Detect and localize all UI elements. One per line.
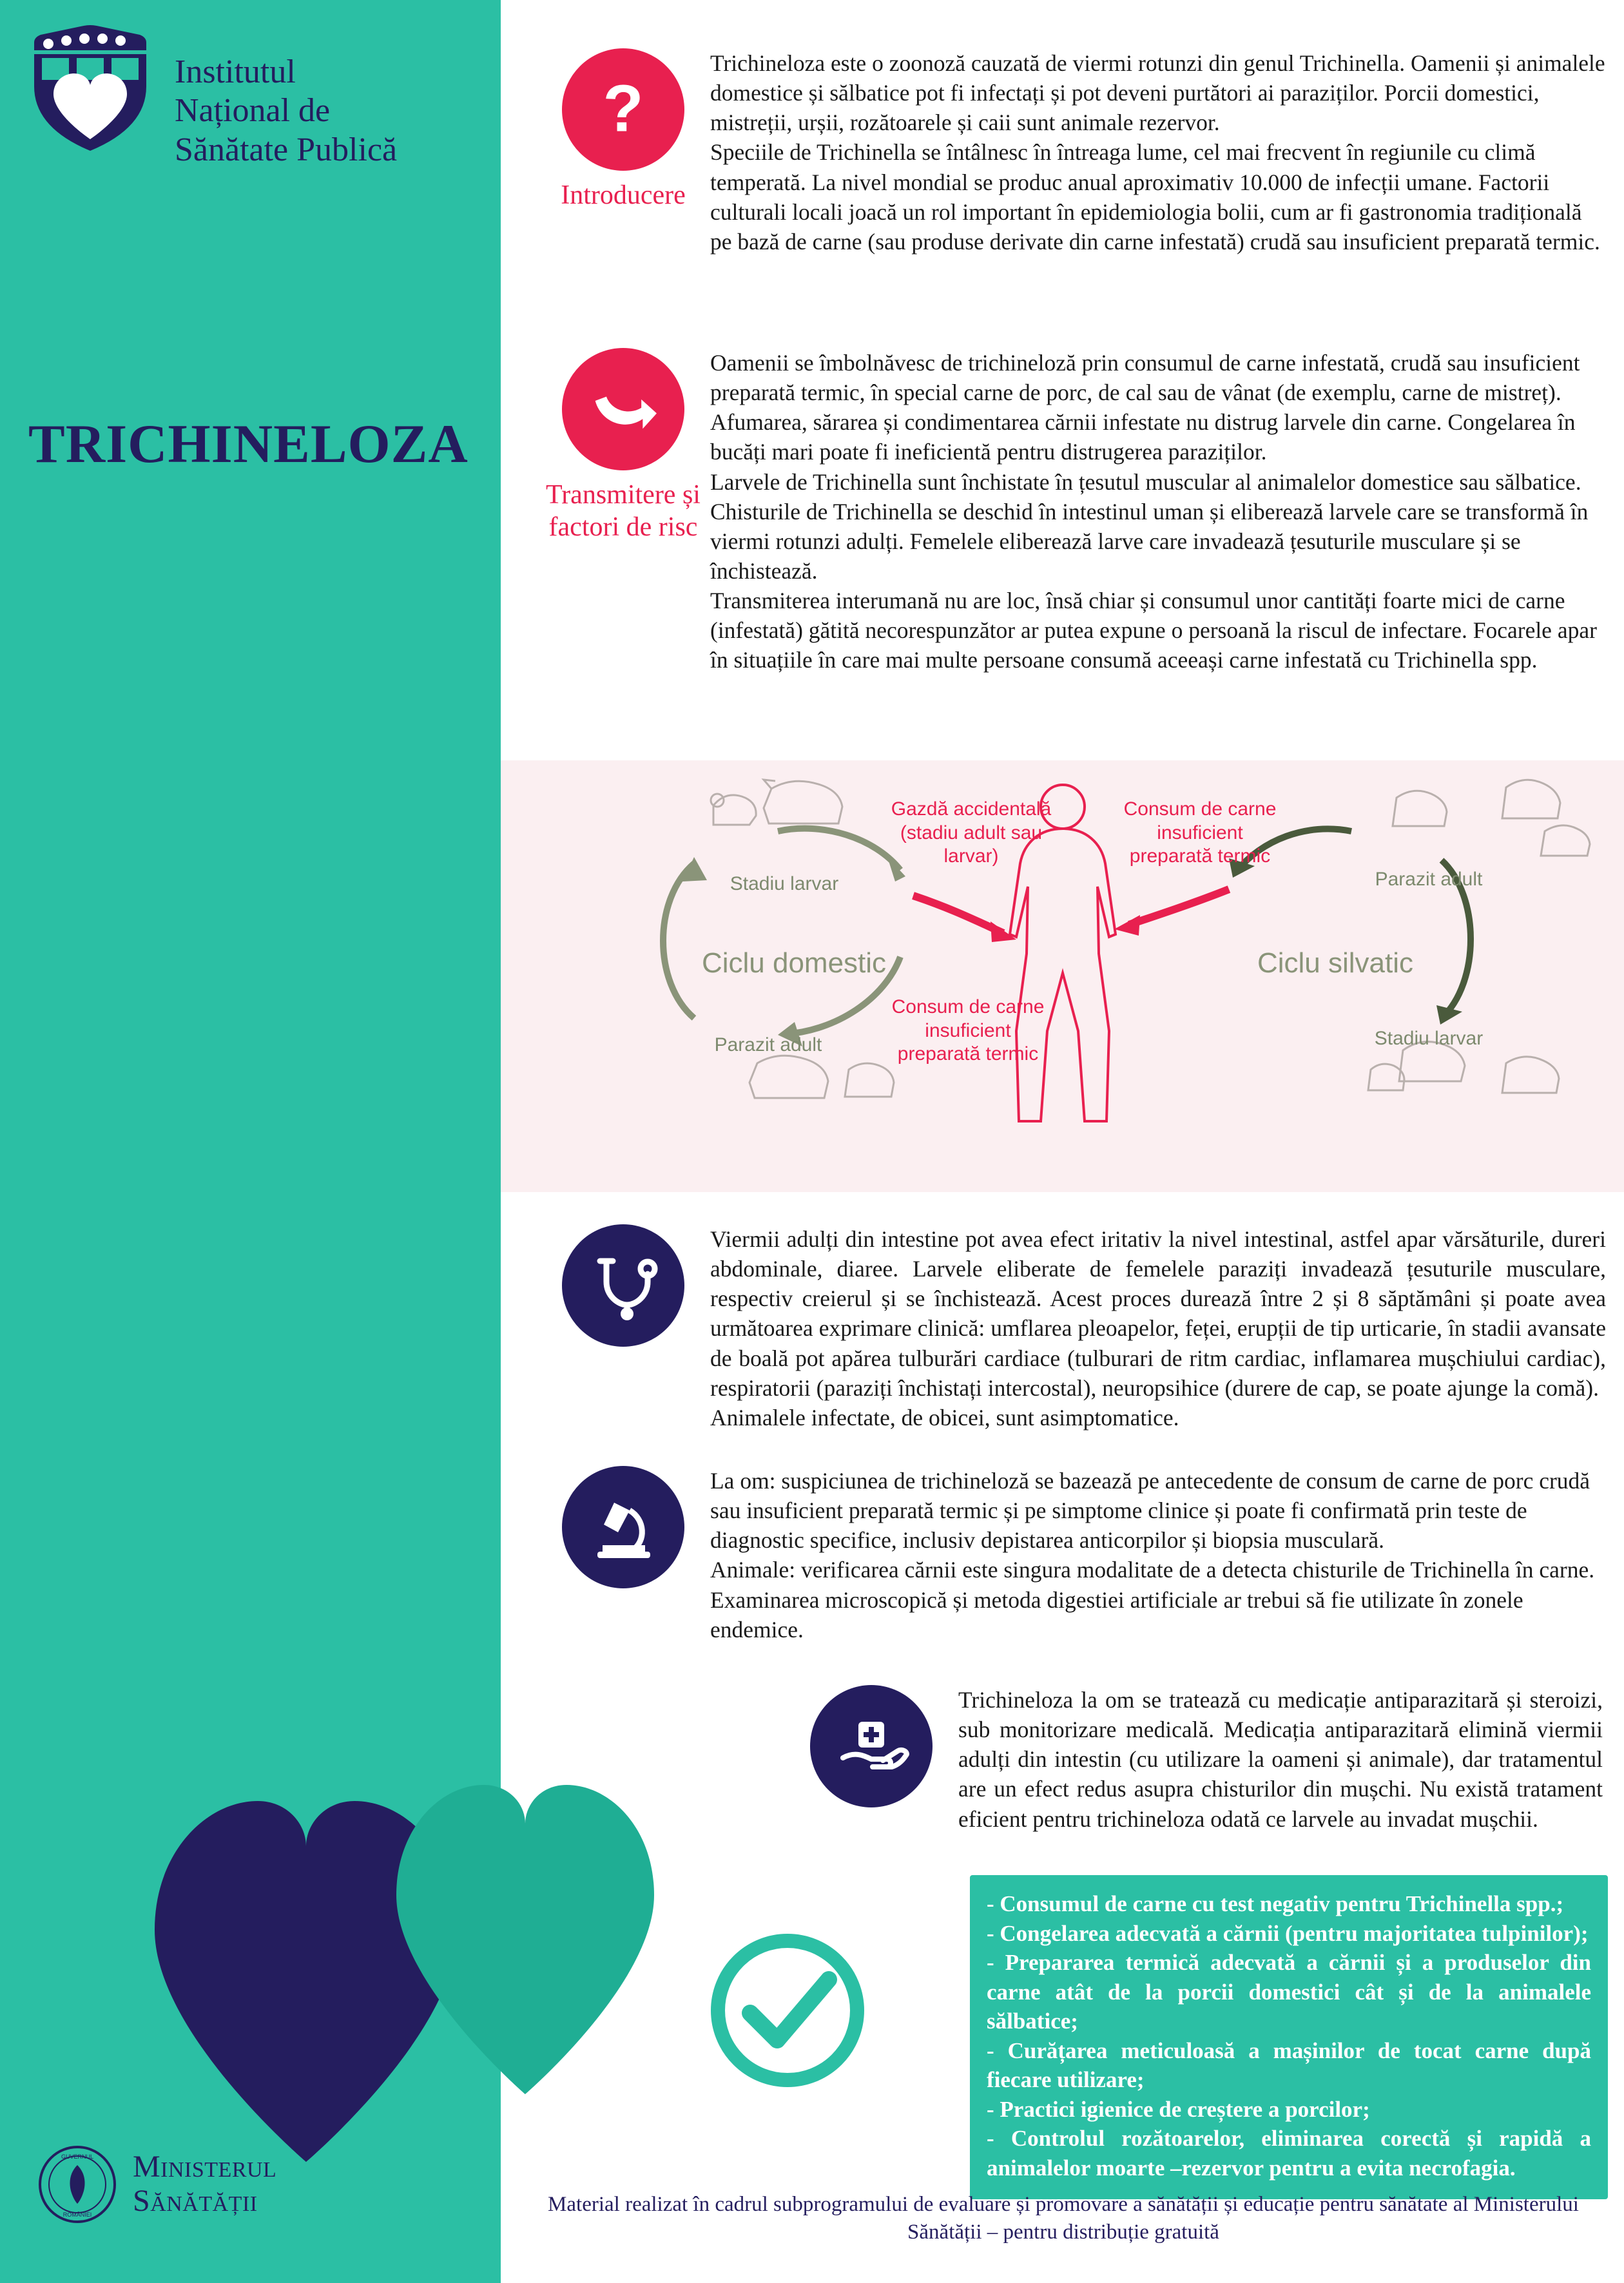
svg-text:ROMÂNIEI: ROMÂNIEI — [63, 2211, 92, 2218]
accidental-host-label: Gazdă accidentală (stadiu adult sau larvar) — [891, 798, 1052, 867]
ministry-logo-block — [39, 2146, 276, 2223]
section-tratament — [784, 1685, 1609, 1834]
section-introducere-caption: Introducere — [561, 180, 686, 210]
shield-heart-logo-icon — [23, 24, 158, 153]
ministry-name-line1: Ministerul — [133, 2150, 277, 2184]
prevention-item: - Controlul rozătoarelor, eliminarea corectă și rapidă a animalelor moarte –rezervor pentru a evita necrofagia. — [987, 2126, 1591, 2181]
svg-text:GUVERNUL: GUVERNUL — [61, 2153, 94, 2160]
check-circle-icon — [710, 2079, 865, 2090]
institute-name-line3: Sănătate Publică — [175, 131, 398, 168]
paragraph: Oamenii se îmbolnăvesc de trichineloză prin consumul de carne infestată, crudă sau insuficient preparată termic, în special carne de porc, de cal sau de vânat (de exemplu, carne de mistreț). Afumarea, sărarea și condimentarea cărnii infestate nu distrug larvele din carne. Congelarea în bucăți mari poate fi ineficientă pentru distrugerea paraziților. — [710, 350, 1580, 465]
footer-note: Material realizat în cadrul subprogramului de evaluare și promovare a sănătății și educație pentru sănătate al Ministerului Sănătății – pentru distribuție gratuită — [548, 2193, 1579, 2244]
paragraph: Animalele infectate, de obicei, sunt asimptomatice. — [710, 1404, 1179, 1430]
left-sidebar — [0, 0, 501, 2283]
institute-name — [175, 53, 397, 169]
sylvatic-cycle-title: Ciclu silvatic — [1257, 947, 1414, 979]
paragraph: Transmiterea interumană nu are loc, însă chiar și consumul unor cantități foarte mici de carne (infestată) gătită necorespunzător ar putea expune o persoană la riscul de infectare. Focarele apar în situațiile în care mai multe persoane consumă aceeași carne infestată cu Trichinella spp. — [710, 588, 1597, 673]
microscope-icon — [562, 1466, 684, 1588]
paragraph: Trichineloza este o zoonoză cauzată de viermi rotunzi din genul Trichinella. Oamenii și animalele domestice și sălbatice pot fi infectați și pot deveni purtători ai paraziților. Porcii domestici, mistreții, urșii, rozătoarele și caii sunt animale rezervor. — [710, 50, 1605, 136]
page-title: TRICHINELOZA — [28, 414, 469, 474]
domestic-adult-label: Parazit adult — [714, 1034, 822, 1055]
section-tratament-text — [958, 1685, 1603, 1834]
prevention-item: - Practici igienice de creștere a porcilor; — [987, 2096, 1370, 2122]
section-simptome-text — [710, 1224, 1606, 1432]
left-consumption-label: Consum de carne insuficient preparată termic — [891, 996, 1045, 1065]
ministry-name — [133, 2150, 276, 2219]
svg-text:?: ? — [603, 71, 644, 146]
institute-name-line1: Institutul — [175, 53, 296, 90]
paragraph: Larvele de Trichinella sunt închistate în țesutul muscular al animalelor domestice sau sălbatice. Chisturile de Trichinella se deschid în intestinul uman și eliberează larvele care se transformă în viermi rotunzi adulți. Femelele eliberează larve care invadează țesuturile musculare și se închistează. — [710, 468, 1589, 584]
paragraph: Animale: verificarea cărnii este singura modalitate de a detecta chisturile de Trichinella în carne. Examinarea microscopică și metoda digestiei artificiale ar trebui să fie utilizate în zonele endemice. — [710, 1557, 1595, 1642]
paragraph: Trichineloza la om se tratează cu medicație antiparazitară și steroizi, sub monitorizare medicală. Medicația antiparazitară elimină viermii adulți din intestin (cu utilizare la oameni și animale), dar tratamentul are un efect redus asupra chisturilor din mușchi. Nu există tratament eficient pentru trichineloza odată ce larvele au invadat mușchii. — [958, 1687, 1603, 1832]
hand-medical-cross-icon — [810, 1685, 933, 1807]
prevention-item: - Congelarea adecvată a cărnii (pentru majoritatea tulpinilor); — [987, 1920, 1589, 1946]
sylvatic-adult-label: Parazit adult — [1375, 869, 1483, 890]
section-simptome-icon-col — [536, 1224, 710, 1432]
paragraph: Speciile de Trichinella se întâlnesc în întreaga lume, cel mai frecvent în regiunile cu climă temperată. La nivel mondial se produc anual aproximativ 10.000 de infecții umane. Factorii culturali locali joacă un rol important în epidemiologia bolii, cum ar fi gastronomia tradițională pe bază de carne (sau produse derivate din carne infestată) crudă sau insuficient preparată termic. — [710, 139, 1600, 255]
institute-name-line2: Național de — [175, 92, 331, 130]
prevention-item: - Consumul de carne cu test negativ pentru Trichinella spp.; — [987, 1891, 1564, 1916]
paragraph: La om: suspiciunea de trichineloză se bazează pe antecedente de consum de carne de porc crudă sau insuficient preparată termic și pe simptome clinice și poate fi confirmată prin teste de diagnostic specifice, inclusiv depistarea anticorpilor și biopsia musculară. — [710, 1468, 1590, 1554]
section-tratament-icon-col — [784, 1685, 958, 1834]
right-consumption-label: Consum de carne insuficient preparată termic — [1123, 798, 1277, 867]
paragraph: Viermii adulți din intestine pot avea efect iritativ la nivel intestinal, astfel apar vărsăturile, dureri abdominale, diaree. Larvele eliberate de femelele paraziți invadează țesuturile musculare, respectiv creierul și se închistează. Acest proces durează între 2 și 8 săptămâni și poate avea următoarea exprimare clinică: umflarea pleoapelor, feței, erupții de tip urticarie, în stadii avansate de boală pot apărea tulburări cardiace (tulburari de ritm cardiac, inflamarea mușchiului cardiac), respiratorii (paraziți închistați intercostal), neuropsihice (durere de cap, se poate ajunge la comă). — [710, 1226, 1606, 1401]
government-seal-icon — [39, 2146, 116, 2223]
ministry-name-line2: Sănătății — [133, 2184, 258, 2218]
sylvatic-larval-label: Stadiu larvar — [1374, 1028, 1484, 1049]
domestic-cycle-title: Ciclu domestic — [701, 947, 887, 979]
prevention-tips-box — [970, 1875, 1608, 2199]
prevention-item: - Prepararea termică adecvată a cărnii și a produselor din carne atât de la porcii domestici cât și de la animalele sălbatice; — [987, 1950, 1591, 2034]
institute-logo-block — [23, 24, 487, 169]
prevention-item: - Curățarea meticuloasă a mașinilor de tocat carne după fiecare utilizare; — [987, 2037, 1591, 2092]
section-simptome — [536, 1224, 1606, 1432]
stethoscope-icon — [562, 1224, 684, 1347]
domestic-larval-label: Stadiu larvar — [730, 873, 839, 894]
section-diagnostic-icon-col — [536, 1466, 710, 1644]
prevention-icon-wrap — [710, 1933, 865, 2091]
section-diagnostic — [536, 1466, 1606, 1644]
section-diagnostic-text — [710, 1466, 1606, 1644]
section-transmitere-caption: Transmitere și factori de risc — [546, 480, 701, 542]
